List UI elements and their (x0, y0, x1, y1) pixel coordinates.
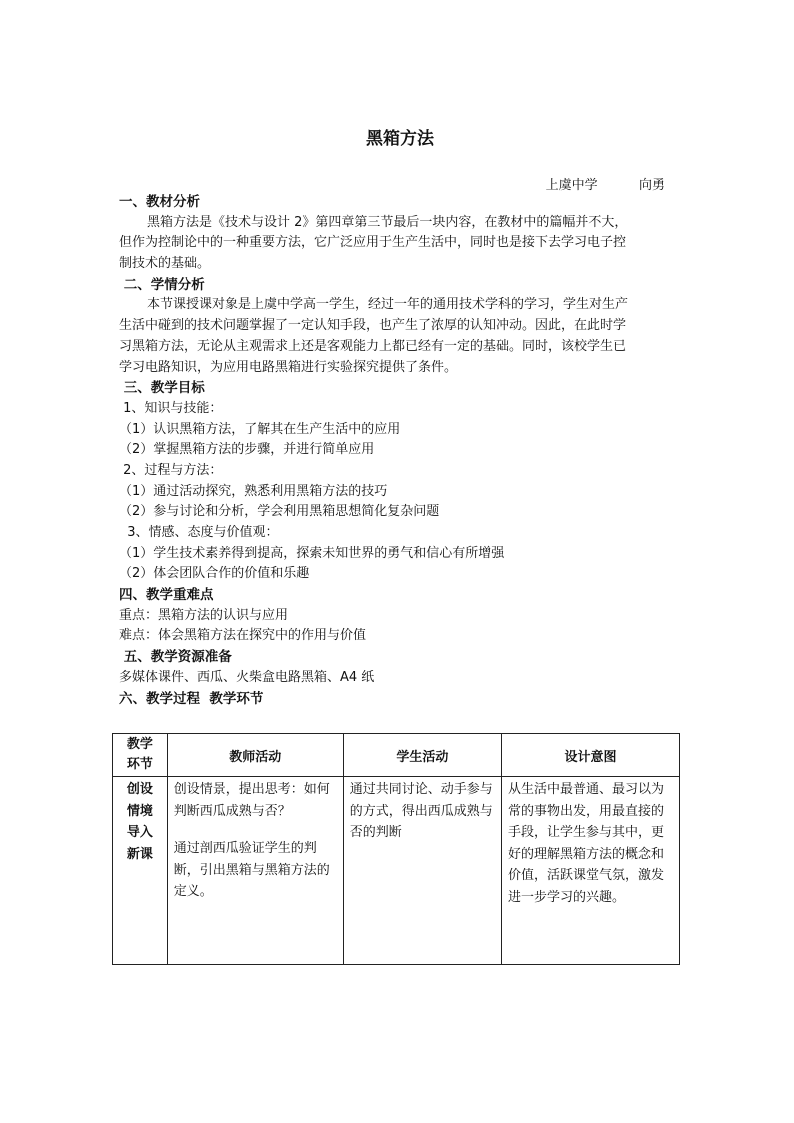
table-header-row (113, 734, 680, 777)
objective-item: 3、情感、态度与价值观： (119, 525, 279, 540)
section-heading-6: 六、教学过程 教学环节 (119, 690, 264, 707)
objective-item: （2）掌握黑箱方法的步骤，并进行简单应用 (119, 442, 375, 458)
document-body (119, 192, 681, 709)
paragraph-line: 学习电路知识，为应用电路黑箱进行实验探究提供了条件。 (119, 359, 458, 375)
author-line: 上虞中学 向勇 (545, 178, 665, 193)
section-heading-3: 三、教学目标 (119, 380, 205, 397)
header-stage-line: 环节 (126, 757, 153, 772)
section-heading-5: 五、教学资源准备 (119, 649, 232, 666)
header-stage (113, 734, 168, 777)
objective-item: （2）体会团队合作的价值和乐趣 (119, 566, 310, 582)
objective-item: 2、过程与方法： (119, 462, 223, 478)
table-row (113, 777, 680, 965)
student-activity-cell: 通过共同讨论、动手参与的方式，得出西瓜成熟与否的判断 (343, 777, 501, 965)
teacher-activity-text: 创设情景，提出思考：如何判断西瓜成熟与否？ (173, 782, 330, 819)
document-title: 黑箱方法 (366, 129, 434, 149)
teaching-process-table (112, 733, 680, 965)
header-stage-line: 教学 (126, 737, 153, 752)
header-student: 学生活动 (343, 734, 501, 777)
objective-item: （1）通过活动探究，熟悉利用黑箱方法的技巧 (119, 483, 388, 499)
stage-line: 情境 (126, 803, 153, 819)
paragraph-line: 生活中碰到的技术问题掌握了一定认知手段，也产生了浓厚的认知冲动。因此，在此时学 (119, 318, 627, 334)
paragraph-line: 本节课授课对象是上虞中学高一学生，经过一年的通用技术学科的学习，学生对生产 (147, 297, 629, 313)
stage-cell (113, 777, 168, 965)
paragraph-line: 习黑箱方法，无论从主观需求上还是客观能力上都已经有一定的基础。同时，该校学生已 (119, 338, 627, 354)
objective-item: （2）参与讨论和分析，学会利用黑箱思想简化复杂问题 (119, 504, 440, 520)
teacher-activity-cell (167, 777, 343, 965)
paragraph-line: 但作为控制论中的一种重要方法，它广泛应用于生产生活中，同时也是接下去学习电子控 (119, 235, 627, 251)
key-point: 重点：黑箱方法的认识与应用 (119, 607, 289, 623)
section-heading-4: 四、教学重难点 (119, 587, 214, 604)
section-heading-1: 一、教材分析 (119, 194, 200, 210)
design-intent-cell: 从生活中最普通、最习以为常的事物出发，用最直接的手段，让学生参与其中，更好的理解黑箱方法的概念和价值，活跃课堂气氛，激发进一步学习的兴趣。 (501, 777, 679, 965)
stage-line: 新课 (126, 846, 153, 862)
objective-item: （1）认识黑箱方法，了解其在生产生活中的应用 (119, 421, 401, 437)
difficult-point: 难点：体会黑箱方法在探究中的作用与价值 (119, 628, 367, 644)
paragraph-line: 黑箱方法是《技术与设计 2》第四章第三节最后一块内容，在教材中的篇幅并不大， (147, 214, 628, 230)
objective-item: （1）学生技术素养得到提高，探索未知世界的勇气和信心有所增强 (119, 545, 505, 561)
header-teacher: 教师活动 (167, 734, 343, 777)
objective-item: 1、知识与技能： (119, 400, 223, 416)
stage-line: 创设 (126, 782, 153, 797)
resources-text: 多媒体课件、西瓜、火柴盒电路黑箱、A4 纸 (119, 669, 375, 685)
header-intent: 设计意图 (501, 734, 679, 777)
paragraph-line: 制技术的基础。 (119, 256, 211, 272)
stage-line: 导入 (126, 825, 153, 840)
section-heading-2: 二、学情分析 (119, 276, 205, 293)
teacher-activity-text: 通过剖西瓜验证学生的判断，引出黑箱与黑箱方法的定义。 (173, 841, 330, 899)
